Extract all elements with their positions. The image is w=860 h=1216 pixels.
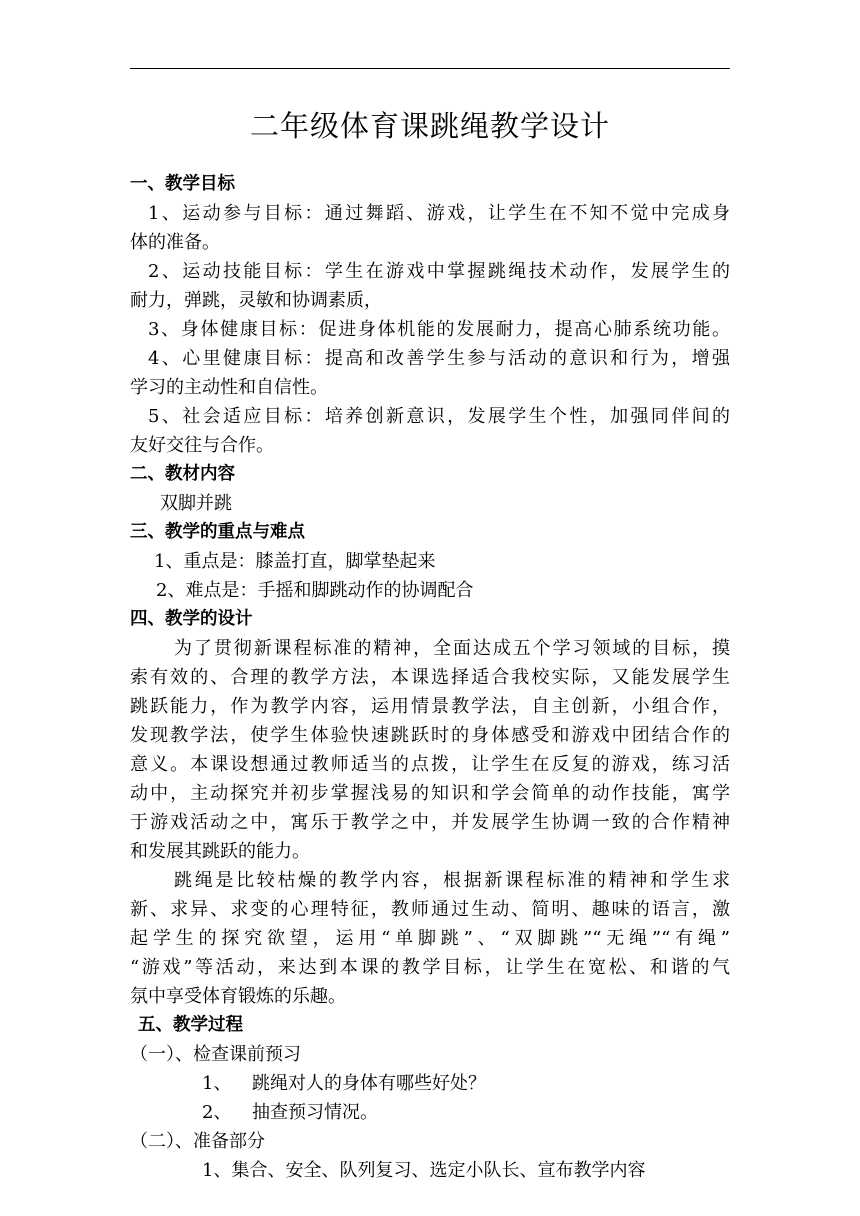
section-heading-key-points: 三、教学的重点与难点 bbox=[130, 522, 305, 542]
document-body bbox=[130, 170, 730, 1185]
paragraph-line: 5、社会适应目标：培养创新意识，发展学生个性，加强同伴间的 bbox=[148, 406, 730, 427]
subsection-heading-preview: （一）、检查课前预习 bbox=[130, 1044, 301, 1065]
paragraph-line: 于游戏活动之中，寓乐于教学之中，并发展学生协调一致的合作精神 bbox=[130, 812, 730, 833]
paragraph-line: 1、运动参与目标：通过舞蹈、游戏，让学生在不知不觉中完成身 bbox=[148, 203, 730, 224]
header-rule bbox=[130, 68, 730, 69]
paragraph-line: 动中，主动探究并初步掌握浅易的知识和学会简单的动作技能，寓学 bbox=[130, 783, 730, 804]
list-item: 2、难点是：手摇和脚跳动作的协调配合 bbox=[156, 580, 474, 601]
section-heading-process: 五、教学过程 bbox=[138, 1015, 243, 1035]
paragraph-line: 4、心里健康目标：提高和改善学生参与活动的意识和行为，增强 bbox=[148, 348, 730, 369]
paragraph-line: 3、身体健康目标：促进身体机能的发展耐力，提高心肺系统功能。 bbox=[148, 319, 730, 340]
list-item bbox=[130, 1098, 730, 1127]
paragraph-line: 和发展其跳跃的能力。 bbox=[130, 841, 310, 862]
paragraph-line: 学习的主动性和自信性。 bbox=[130, 377, 328, 398]
paragraph-line: 索有效的、合理的教学方法，本课选择适合我校实际，又能发展学生 bbox=[130, 667, 730, 688]
list-item: 1、集合、安全、队列复习、选定小队长、宣布教学内容 bbox=[202, 1160, 646, 1181]
list-item: 1、重点是：膝盖打直，脚掌垫起来 bbox=[154, 551, 436, 572]
section-heading-material: 二、教材内容 bbox=[130, 464, 235, 484]
list-item-text: 抽查预习情况。 bbox=[252, 1102, 378, 1123]
list-item-number: 2、 bbox=[202, 1102, 232, 1123]
paragraph-line: 新、求异、求变的心理特征，教师通过生动、简明、趣味的语言，激 bbox=[130, 899, 730, 920]
subsection-heading-preparation: （二）、准备部分 bbox=[130, 1131, 265, 1152]
document-title: 二年级体育课跳绳教学设计 bbox=[249, 109, 610, 143]
paragraph-line: 为了贯彻新课程标准的精神，全面达成五个学习领域的目标，摸 bbox=[174, 638, 730, 659]
paragraph-line: 双脚并跳 bbox=[160, 493, 232, 514]
list-item-number: 1、 bbox=[202, 1073, 232, 1094]
paragraph-line: 耐力，弹跳，灵敏和协调素质， bbox=[130, 290, 382, 311]
paragraph-line: 体的准备。 bbox=[130, 232, 220, 253]
list-item bbox=[130, 1069, 730, 1098]
paragraph-line: 2、运动技能目标：学生在游戏中掌握跳绳技术动作，发展学生的 bbox=[148, 261, 730, 282]
paragraph-line: 氛中享受体育锻炼的乐趣。 bbox=[130, 986, 346, 1007]
paragraph-line: 起学生的探究欲望，运用“单脚跳”、“双脚跳”“无绳”“有绳” bbox=[130, 928, 730, 949]
section-heading-objectives: 一、教学目标 bbox=[130, 174, 235, 194]
paragraph-line: 意义。本课设想通过教师适当的点拨，让学生在反复的游戏，练习活 bbox=[130, 754, 730, 775]
paragraph-line: 跳跃能力，作为教学内容，运用情景教学法，自主创新，小组合作， bbox=[130, 696, 730, 717]
paragraph-line: 友好交往与合作。 bbox=[130, 435, 274, 456]
paragraph-line: “游戏”等活动，来达到本课的教学目标，让学生在宽松、和谐的气 bbox=[130, 957, 730, 978]
section-heading-design: 四、教学的设计 bbox=[130, 609, 253, 629]
paragraph-line: 跳绳是比较枯燥的教学内容，根据新课程标准的精神和学生求 bbox=[174, 870, 730, 891]
list-item-text: 跳绳对人的身体有哪些好处？ bbox=[252, 1073, 486, 1094]
paragraph-line: 发现教学法，使学生体验快速跳跃时的身体感受和游戏中团结合作的 bbox=[130, 725, 730, 746]
